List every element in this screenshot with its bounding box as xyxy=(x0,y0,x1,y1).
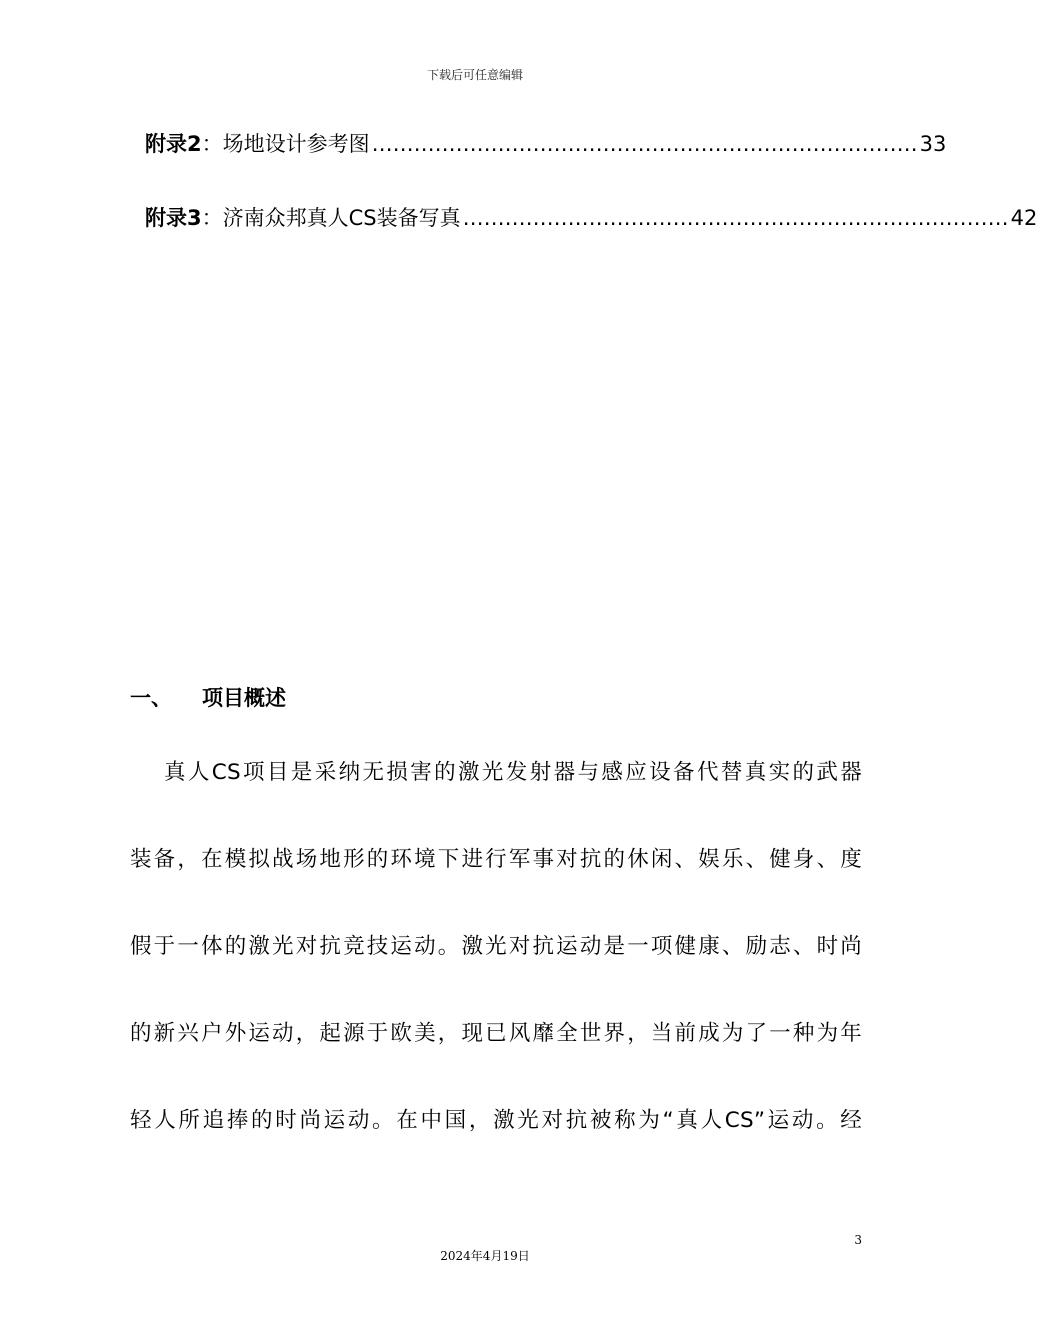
toc-entry-label: 附录2 xyxy=(145,132,202,156)
toc-entry-page: 33 xyxy=(919,132,947,156)
toc-entry-label: 附录3 xyxy=(145,206,202,230)
toc-leader-dots: …………………………………………………………………… xyxy=(371,132,918,156)
section-heading xyxy=(130,682,286,712)
toc-leader-dots: …………………………………………………………………… xyxy=(462,206,1009,230)
toc-entry-colon: ： xyxy=(201,132,223,156)
page-number: 3 xyxy=(854,1233,862,1247)
toc-entry-page: 42 xyxy=(1010,206,1037,230)
toc-entry-appendix-3[interactable] xyxy=(145,202,1037,232)
page-footer-date: 2024年4月19日 xyxy=(440,1249,530,1263)
page-header: 下载后可任意编辑 xyxy=(426,68,523,82)
section-title: 项目概述 xyxy=(202,686,286,710)
toc-entry-colon: ： xyxy=(201,206,223,230)
paragraph-line: 装备，在模拟战场地形的环境下进行军事对抗的休闲、娱乐、健身、度 xyxy=(130,847,862,872)
paragraph-line: 假于一体的激光对抗竞技运动。激光对抗运动是一项健康、励志、时尚 xyxy=(130,934,862,959)
toc-entry-appendix-2[interactable] xyxy=(145,128,947,158)
section-number: 一、 xyxy=(130,686,172,710)
paragraph-line: 轻人所追捧的时尚运动。在中国，激光对抗被称为“真人CS”运动。经 xyxy=(130,1108,862,1133)
paragraph-line: 的新兴户外运动，起源于欧美，现已风靡全世界，当前成为了一种为年 xyxy=(130,1021,862,1046)
toc-entry-title: 场地设计参考图 xyxy=(222,132,370,156)
paragraph-line: 真人CS项目是采纳无损害的激光发射器与感应设备代替真实的武器 xyxy=(164,760,862,785)
toc-entry-title: 济南众邦真人CS装备写真 xyxy=(222,206,461,230)
